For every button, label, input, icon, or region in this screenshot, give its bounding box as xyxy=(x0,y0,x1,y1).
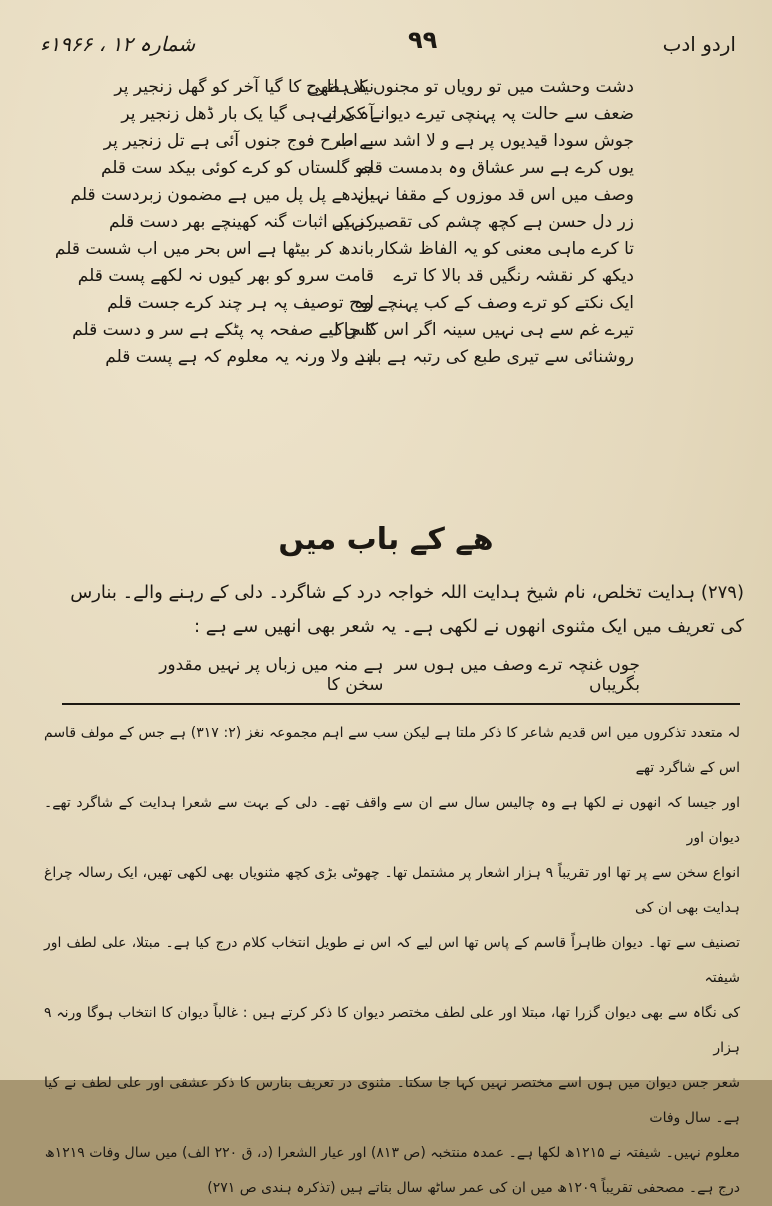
sher-first: جوں غنچہ ترے وصف میں ہوں سر بگریباں xyxy=(394,655,640,695)
misra-second: بے طرح فوج جنوں آئی ہے تل زنجیر پر xyxy=(103,131,374,151)
misra-first: تا کرے ماہی معنی کو یہ الفاظ شکار xyxy=(375,239,634,259)
misra-second: نیلا ہاتھی کا گیا آخر کو گھل زنجیر پر xyxy=(114,77,374,97)
entry-text xyxy=(44,576,744,644)
misra-second: قامت سرو کو بھر کیوں نہ لکھے پست قلم xyxy=(77,266,374,286)
couplet xyxy=(70,182,634,209)
footnote-line: کی نگاہ سے بھی دیوان گزرا تھا، مبتلا اور علی لطف مختصر دیوان کا ذکر کرتے ہیں : غالباً دیوان کا انتخاب ہوگا ورنہ ۹ ہزار xyxy=(44,1005,740,1056)
entry-line: کی تعریف میں ایک مثنوی انھوں نے لکھی ہے۔ یہ شعر بھی انھیں سے ہے : xyxy=(194,616,744,637)
issue-label: شمارہ ۱۲ ، ۱۹۶۶ء xyxy=(40,32,196,56)
footnote-line: اور جیسا کہ انھوں نے لکھا ہے وہ چالیس سال سے ان سے واقف تھے۔ دلی کے بہت سے شعرا ہدایت کے شاگرد تھے۔ دیوان اور xyxy=(44,795,740,846)
couplet xyxy=(114,74,634,101)
misra-second: آہ کرتے ہی گیا یک بار ڈھل زنجیر پر xyxy=(121,104,374,124)
couplet xyxy=(121,101,634,128)
misra-first: زر دل حسن ہے کچھ چشم کی تقصیر نہیں xyxy=(331,212,634,232)
quoted-couplet xyxy=(140,654,640,695)
misra-first: ضعف سے حالت پہ پہنچی تیرے دیوانے کی اب xyxy=(316,104,634,124)
misra-first: جوش سودا قیدیوں پر ہے و لا اشد سے اب xyxy=(337,131,634,151)
couplet xyxy=(72,317,634,344)
couplet xyxy=(109,209,634,236)
footnote-line: تصنیف سے تھا۔ دیوان ظاہراً قاسم کے پاس تھا اس لیے کہ اس نے طویل انتخاب کلام درج کیا ہے۔ مبتلا، علی لطف اور شیفتہ xyxy=(44,935,740,986)
footnote-line: شعر جس دیوان میں ہوں اسے مختصر نہیں کہا جا سکتا۔ مثنوی در تعریف بنارس کا ذکر عشقی اور علی لطف نے کیا ہے۔ سال وفات xyxy=(44,1075,740,1126)
misra-first: دشت وحشت میں تو رویاں تو مجنوں کی طرح xyxy=(306,77,634,97)
footnote-line: درج ہے۔ مصحفی تقریباً ۱۲۰۹ھ میں ان کی عمر ساٹھ سال بتاتے ہیں (تذکرہ ہندی ص ۲۷۱) xyxy=(207,1180,740,1196)
misra-first: دیکھ کر نقشہ رنگیں قد بالا کا ترے xyxy=(393,266,634,286)
footnote xyxy=(44,716,740,1206)
running-head xyxy=(40,26,736,66)
footnote-line: معلوم نہیں۔ شیفتہ نے ۱۲۱۵ھ لکھا ہے۔ عمدہ منتخبہ (ص ۸۱۳) اور عیار الشعرا (د، ق ۲۲۰ الف) میں سال وفات ۱۲۱۹ھ xyxy=(44,1145,740,1161)
misra-first: روشنائی سے تیری طبع کی رتبہ ہے بلند xyxy=(357,347,634,367)
entry-line: (۲۷۹) ہدایت تخلص، نام شیخ ہدایت اللہ خواجہ درد کے شاگرد۔ دلی کے رہنے والے۔ بنارس xyxy=(70,582,744,603)
couplet xyxy=(100,155,634,182)
misra-first: تیرے غم سے ہی نہیں سینہ اگر اس کا چاک xyxy=(328,320,634,340)
sher-second: ہے منہ میں زباں پر نہیں مقدور سخن کا xyxy=(159,655,384,695)
footnote-line: لہ متعدد تذکروں میں اس قدیم شاعر کا ذکر ملتا ہے لیکن سب سے اہم مجموعہ نغز (۲: ۳۱۷) ہے جس کے مولف قاسم اس کے شاگرد تھے xyxy=(44,725,740,776)
misra-second: لوح توصیف پہ ہر چند کرے جست قلم xyxy=(107,293,374,313)
misra-second: کس لیے صفحہ پہ پٹکے ہے سر و دست قلم xyxy=(72,320,374,340)
misra-second: باندھ کر بیٹھا ہے اس بحر میں اب شست قلم xyxy=(54,239,374,259)
footnote-line: انواع سخن سے پر تھا اور تقریباً ۹ ہزار اشعار پر مشتمل تھا۔ چھوٹی بڑی کچھ مثنویاں بھی لکھی تھیں، ایک رسالہ چراغ ہدایت بھی ان کی xyxy=(44,865,740,916)
page-number: ۹۹ xyxy=(408,26,438,54)
misra-first: یوں کرے ہے سر عشاق وہ بدمست قلم xyxy=(357,158,634,178)
couplet xyxy=(103,128,634,155)
misra-second: کر کے اثبات گنہ کھینچے بھر دست قلم xyxy=(109,212,374,232)
misra-second: باندھے پل پل میں ہے مضمون زبردست قلم xyxy=(70,185,374,205)
couplet xyxy=(77,263,634,290)
verse-block xyxy=(54,74,634,506)
misra-second: ہے ولا ورنہ یہ معلوم کہ ہے پست قلم xyxy=(105,347,374,367)
couplet xyxy=(105,344,634,371)
couplet xyxy=(107,290,634,317)
misra-second: جو گلستاں کو کرے کوئی بیکد ست قلم xyxy=(100,158,374,178)
misra-first: وصف میں اس قد موزوں کے مقفا نہیں xyxy=(357,185,634,205)
couplet xyxy=(54,236,634,263)
misra-first: ایک نکتے کو ترے وصف کے کب پہنچے وہ xyxy=(353,293,634,313)
journal-title: اردو ادب xyxy=(662,32,736,56)
section-heading: ھے کے باب میں xyxy=(278,522,494,557)
footnote-divider xyxy=(62,703,740,705)
